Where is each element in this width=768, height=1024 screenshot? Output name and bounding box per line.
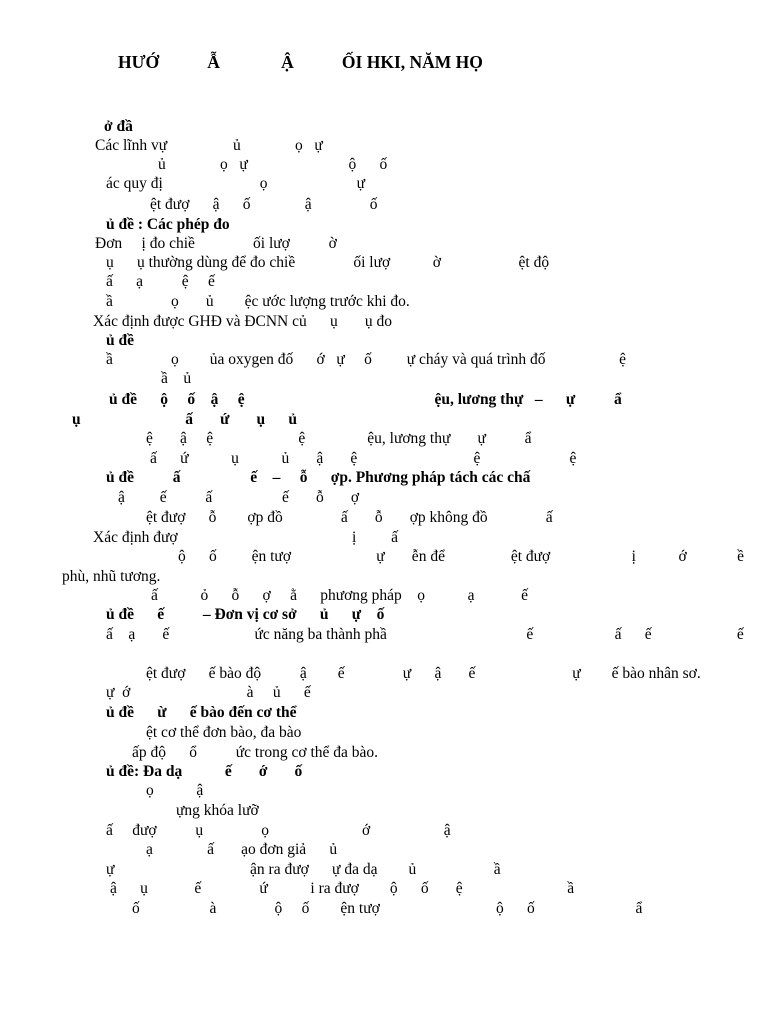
text-line: ệ ậ ệ ệ ệu, lương thự ự ẩ	[146, 430, 532, 447]
text-line: ự ớ à ủ ế	[106, 684, 311, 701]
document-title: HƯỚ Ẫ Ậ ỐI HKI, NĂM HỌ	[118, 52, 483, 72]
text-line: ự ận ra đượ ự đa dạ ủ ầ	[106, 861, 501, 878]
text-line: ọ ậ	[146, 782, 204, 799]
text-line: ác quy đị ọ ự	[106, 175, 365, 192]
section-heading-measurement: ủ đề : Các phép đo	[106, 216, 230, 233]
text-line: ấ ạ ệ ế	[106, 273, 215, 290]
section-heading-materials: ủ đề ộ ố ậ ệ ệu, lương thự – ự ẩ	[109, 391, 622, 408]
section-heading-biodiversity: ủ đề: Đa dạ ế ớ ố	[106, 763, 303, 780]
text-line: ệt cơ thể đơn bào, đa bào	[146, 724, 302, 741]
text-line: ấ ạ ế ức năng ba thành phầ ế ấ ế ế	[106, 626, 744, 643]
text-line: ố à ộ ố ện tượ ộ ố ẩ	[132, 900, 643, 917]
section-heading-air: ủ đề	[106, 332, 134, 349]
text-line: Xác định được GHĐ và ĐCNN củ ụ ụ đo	[93, 313, 392, 330]
text-line: ấp độ ổ ức trong cơ thể đa bào.	[132, 744, 379, 761]
text-line: ầ ủ	[161, 370, 192, 387]
text-line: Đơn ị đo chiề ối lượ ờ	[95, 235, 337, 252]
text-line: ậ ụ ế ứ i ra đượ ộ ố ệ ầ	[110, 880, 575, 897]
text-line: ậ ế ấ ế ỗ ợ	[118, 489, 360, 506]
section-heading-organism: ủ đề ừ ế bào đến cơ thể	[106, 704, 297, 721]
text-line: Xác định đượ ị ấ	[93, 529, 399, 546]
text-line: ủ ọ ự ộ ố	[158, 156, 388, 173]
text-line: ụ ấ ứ ụ ủ	[72, 411, 298, 428]
text-line: ầ ọ ủa oxygen đố ớ ự ố ự cháy và quá trình đố ệ	[106, 351, 627, 368]
text-line: ạ ấ ạo đơn giả ủ	[146, 841, 338, 858]
text-line: ệt đượ ậ ố ậ ố	[150, 196, 378, 213]
text-line: phù, nhũ tương.	[62, 568, 161, 585]
section-heading-cell: ủ đề ế – Đơn vị cơ sở ủ ự ố	[106, 606, 385, 623]
text-line: ệt đượ ế bào độ ậ ế ự ậ ế ự ế bào nhân sơ.	[146, 665, 701, 682]
text-line: ụ ụ thường dùng để đo chiề ối lượ ờ ệt độ	[106, 254, 550, 271]
text-line: ấ ứ ụ ủ ậ ệ ệ ệ	[150, 450, 577, 467]
text-line: ựng khóa lưỡ	[176, 802, 259, 819]
text-line: ấ đượ ụ ọ ớ ậ	[106, 822, 451, 839]
text-line: ấ ỏ ỗ ợ ằ phương pháp ọ ạ ế	[151, 587, 528, 604]
text-line: ộ ố ện tượ ự ễn để ệt đượ ị ớ ề	[178, 548, 744, 565]
section-heading-intro: ở đầ	[104, 118, 133, 135]
text-line: ệt đượ ỗ ợp đồ ấ ỗ ợp không đồ ấ	[146, 509, 553, 526]
text-line: ầ ọ ủ ệc ước lượng trước khi đo.	[106, 293, 410, 310]
section-heading-mixtures: ủ đề ấ ế – ỗ ợp. Phương pháp tách các chấ	[106, 469, 531, 486]
text-line: Các lĩnh vự ủ ọ ự	[95, 137, 323, 154]
